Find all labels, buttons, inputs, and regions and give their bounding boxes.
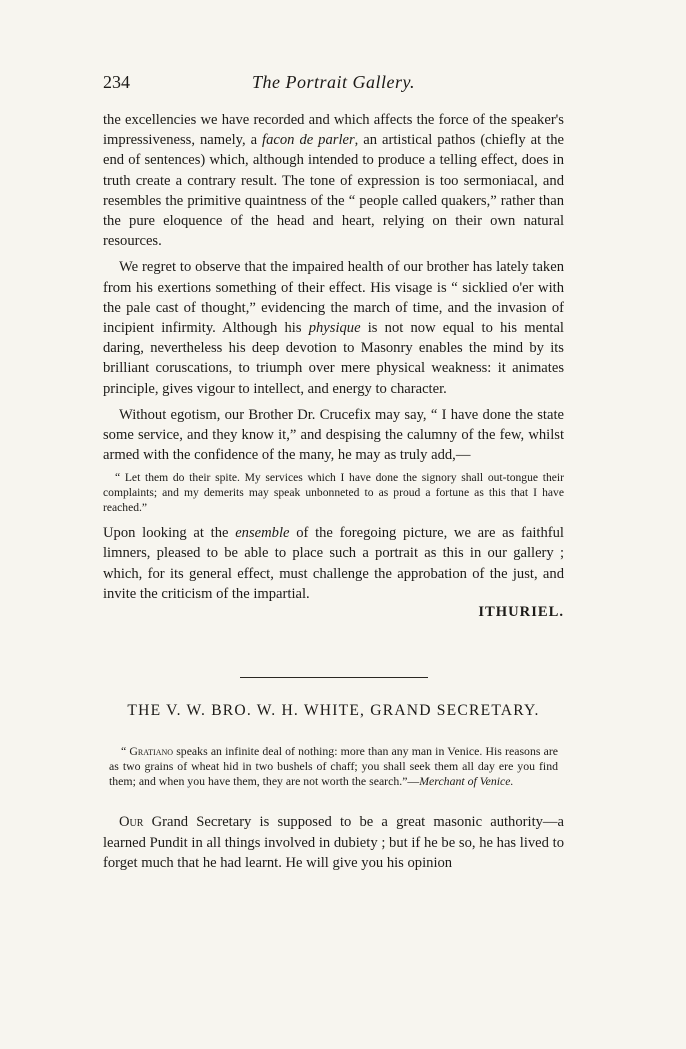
- paragraph-2-text-c: is not now equal to his mental daring, nevertheless his deep devotion to Masonry enables the mind by its brilliant coruscations, to triumph over mere physical weakness: it animates principle, gives vigour to intellect, and energy to character.: [103, 320, 564, 397]
- section-title: THE V. W. BRO. W. H. WHITE, GRAND SECRETARY.: [127, 702, 540, 720]
- epigraph-open-quote: “: [121, 744, 130, 759]
- paragraph-opening: [103, 812, 564, 873]
- shakespeare-quote: “ Let them do their spite. My services which I have done the signory shall out-tongue their complaints; and my demerits may speak unbonneted to as proud a fortune as this that I have reached.”: [103, 471, 564, 514]
- epigraph-speaker: Gratiano: [129, 744, 174, 759]
- section-divider: [240, 677, 428, 678]
- paragraph-1-italic: facon de parler: [262, 132, 355, 149]
- paragraph-4-text-a: Upon looking at the: [103, 525, 236, 542]
- paragraph-1-text-a: the excellencies we have recorded and which affects the force of the speaker's impressiveness, namely, a: [103, 112, 564, 149]
- author-signature: ITHURIEL.: [478, 604, 564, 621]
- page-number: 234: [103, 72, 130, 92]
- paragraph-2-text-a: We regret to observe that the impaired health of our brother has lately taken from his exertions something of their effect. His visage is “ sicklied o'er with the pale cast of thought,” evidencing the march of time, and the invasion of incipient infirmity. Although his: [103, 259, 564, 337]
- paragraph-4: [103, 523, 564, 604]
- paragraph-3: Without egotism, our Brother Dr. Crucefix may say, “ I have done the state some service, and they know it,” and despising the calumny of the few, whilst armed with the confidence of the many, he may as truly add,—: [103, 406, 564, 464]
- running-title: The Portrait Gallery.: [252, 72, 415, 92]
- epigraph: [109, 744, 558, 788]
- running-head: [103, 72, 564, 98]
- article-white: [103, 702, 564, 873]
- paragraph-1: [103, 110, 564, 251]
- paragraph-4-text-c: of the foregoing picture, we are as faithful limners, pleased to be able to place such a portrait as this in our gallery ; which, for its general effect, must challenge the approbation of the just, and invite the criticism of the impartial.: [103, 525, 564, 602]
- paragraph-2: [103, 257, 564, 398]
- epigraph-text: speaks an infinite deal of nothing: more than any man in Venice. His reasons are as two grains of wheat hid in two bushels of chaff; you shall seek them all day ere you find them; and when you have them, they are not worth the search.”—: [109, 744, 559, 788]
- epigraph-source: Merchant of Venice.: [419, 773, 514, 788]
- paragraph-4-italic: ensemble: [235, 525, 290, 542]
- paragraph-1-text-c: , an artistical pathos (chiefly at the end of sentences) which, although intended to produce a telling effect, does in truth create a contrary result. The tone of expression is too sermoniacal, and resembles the primitive quaintness of the “ people called quakers,” rather than the pure eloquence of the head and heart, relying on their own natural resources.: [103, 132, 564, 250]
- opening-text: Grand Secretary is supposed to be a great masonic authority—a learned Pundit in all things involved in dubiety ; but if he be so, he has lived to forget much that he had learnt. He will give you his opinion: [103, 814, 564, 871]
- opening-first-word: Our: [119, 814, 144, 831]
- paragraph-2-italic: physique: [308, 320, 361, 337]
- article-crucefix: [103, 110, 564, 621]
